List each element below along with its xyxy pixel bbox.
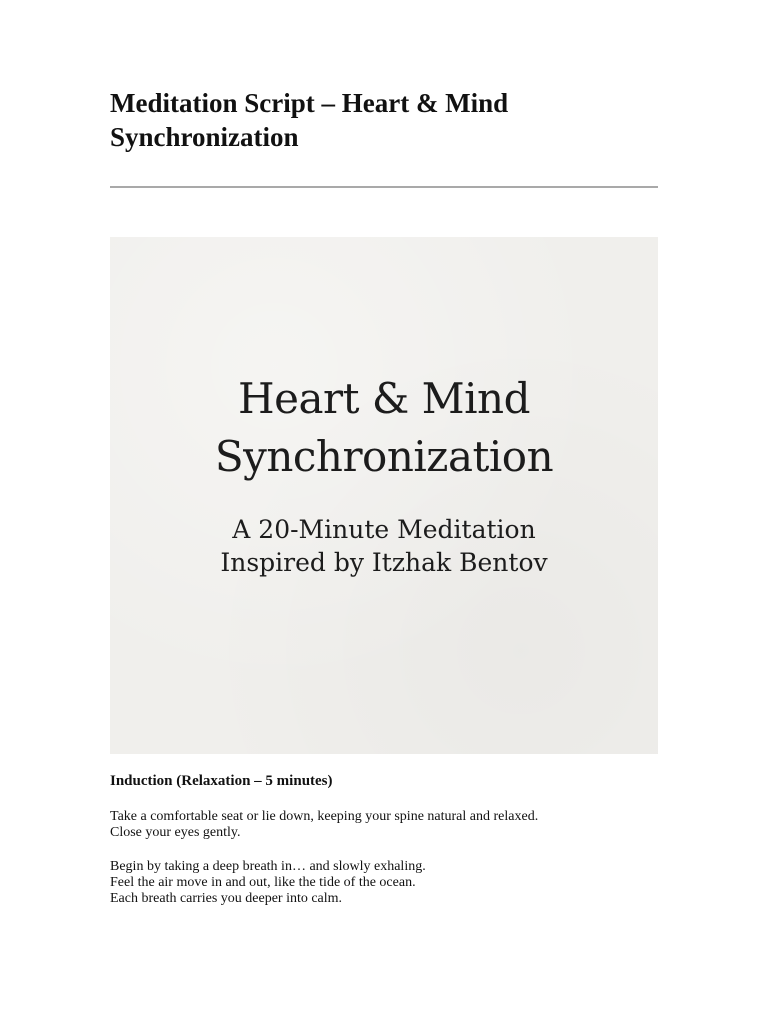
cover-subtitle-line: Inspired by Itzhak Bentov	[220, 548, 548, 577]
paragraph-line: Take a comfortable seat or lie down, keeping your spine natural and relaxed.	[110, 809, 539, 824]
cover-title-line: Synchronization	[214, 432, 554, 481]
section-heading: Induction (Relaxation – 5 minutes)	[110, 773, 333, 789]
page-title-line: Synchronization	[110, 122, 299, 152]
paragraph	[110, 859, 658, 907]
cover-title-line: Heart & Mind	[238, 374, 530, 423]
horizontal-divider	[110, 186, 658, 188]
cover-subtitle-line: A 20-Minute Meditation	[232, 515, 536, 544]
paragraph	[110, 809, 658, 841]
cover-title	[110, 370, 658, 486]
page-title-line: Meditation Script – Heart & Mind	[110, 88, 509, 118]
paragraph-line: Each breath carries you deeper into calm.	[110, 891, 343, 906]
paragraph-line: Feel the air move in and out, like the tide of the ocean.	[110, 875, 416, 890]
page-title	[110, 86, 658, 154]
paragraph-line: Close your eyes gently.	[110, 825, 241, 840]
cover-image	[110, 237, 658, 754]
cover-subtitle	[110, 513, 658, 579]
paragraph-line: Begin by taking a deep breath in… and slowly exhaling.	[110, 859, 426, 874]
